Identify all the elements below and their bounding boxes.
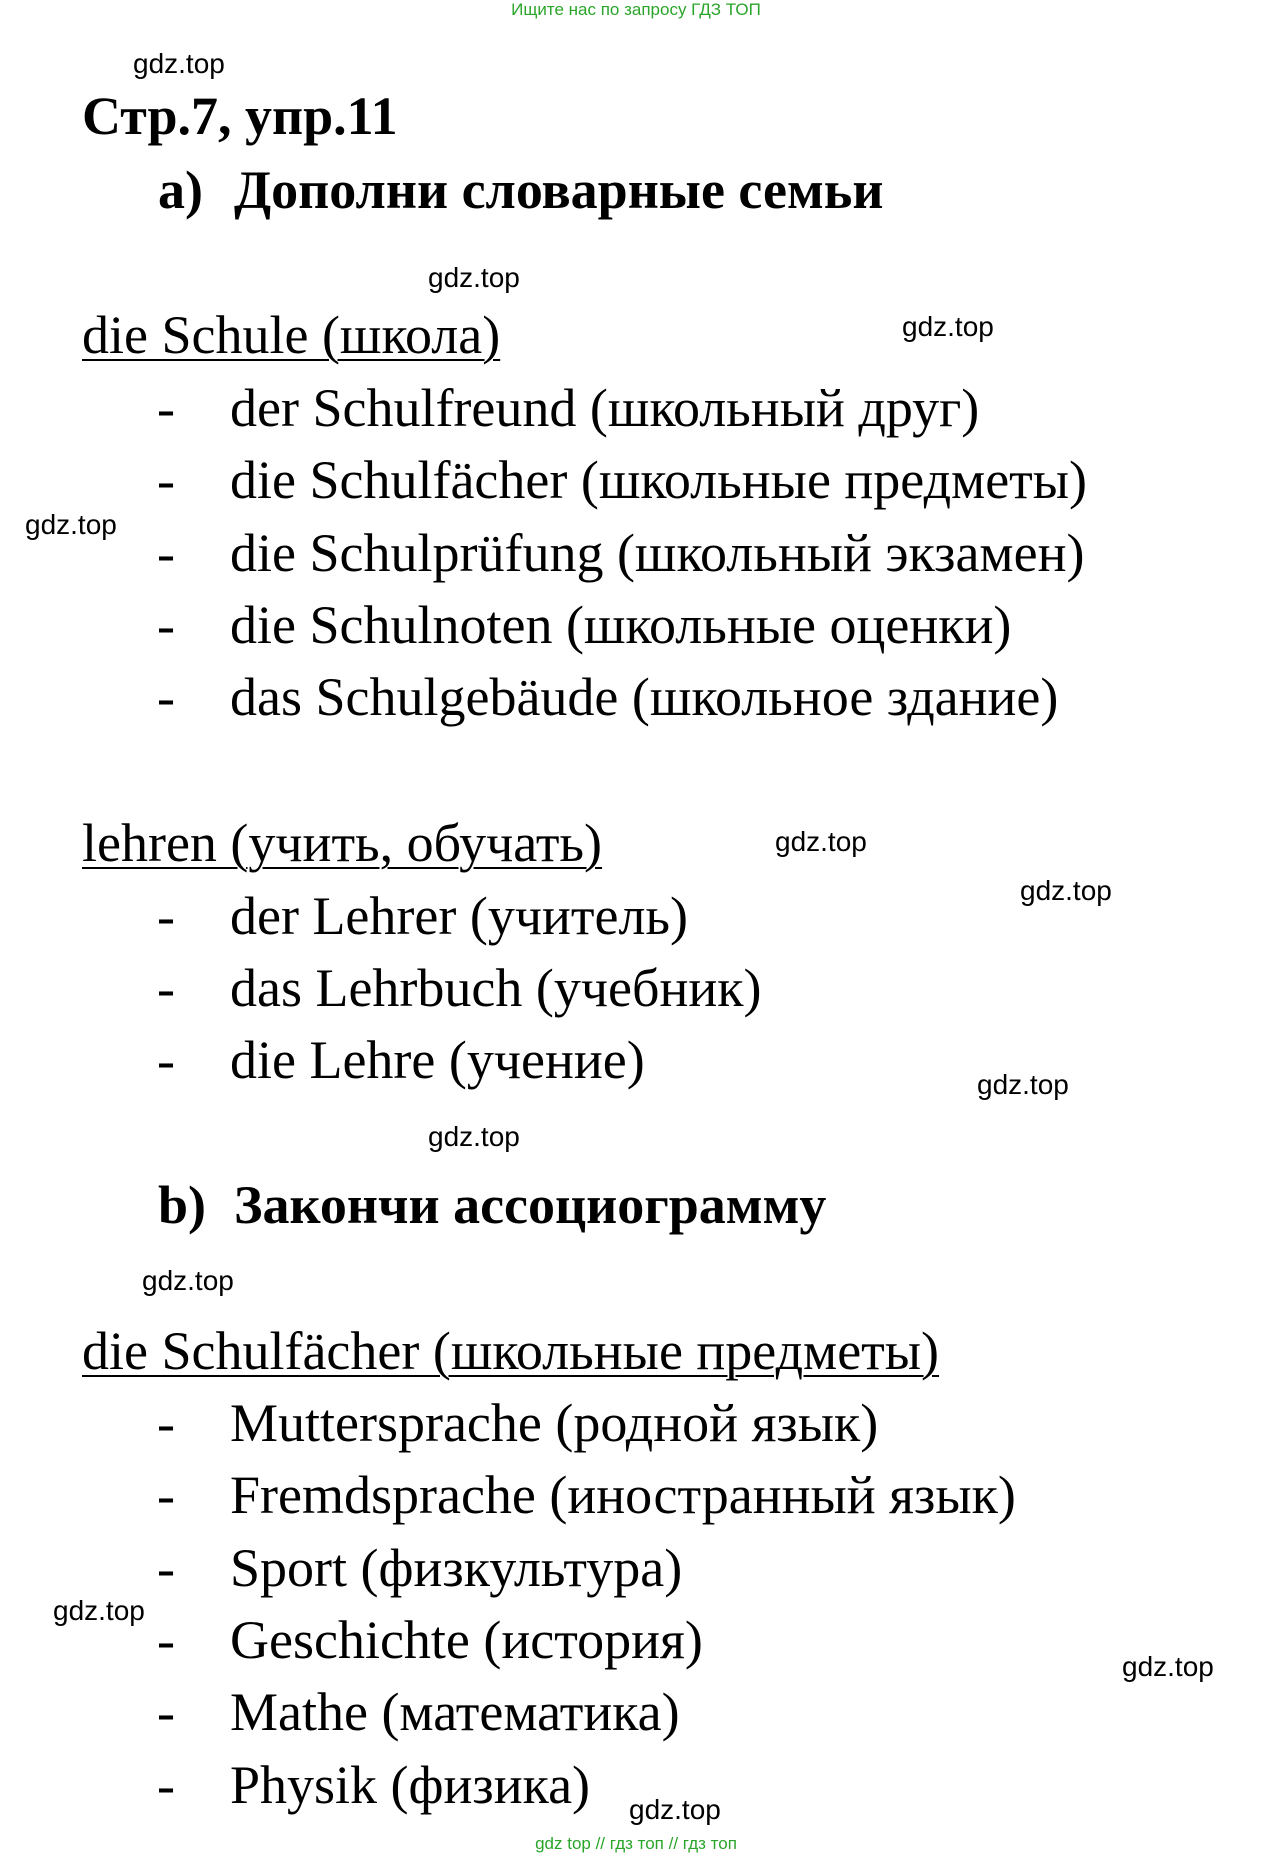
list-item-text: die Schulnoten (школьные оценки) <box>230 595 1012 655</box>
watermark: gdz.top <box>428 262 520 293</box>
list-item-text: die Lehre (учение) <box>230 1030 645 1090</box>
list-item <box>0 886 1272 946</box>
list-item-text: Physik (физика) <box>230 1755 591 1815</box>
list-dash: - <box>157 1393 175 1453</box>
list-dash: - <box>157 450 175 510</box>
list-dash: - <box>157 378 175 438</box>
list-item <box>0 1538 1272 1598</box>
watermark: gdz.top <box>428 1121 520 1152</box>
watermark: gdz.top <box>1122 1651 1214 1682</box>
list-item-text: die Schulprüfung (школьный экзамен) <box>230 523 1085 583</box>
watermark: gdz.top <box>133 48 225 79</box>
list-item-text: das Schulgebäude (школьное здание) <box>230 667 1059 727</box>
list-item-text: Mathe (математика) <box>230 1682 680 1742</box>
section-b-letter: b) <box>158 1175 207 1235</box>
watermark: gdz.top <box>1020 875 1112 906</box>
list-dash: - <box>157 667 175 727</box>
list-item <box>0 1393 1272 1453</box>
list-item <box>0 595 1272 655</box>
list-dash: - <box>157 523 175 583</box>
list-item <box>0 1610 1272 1670</box>
list-item-text: der Lehrer (учитель) <box>230 886 688 946</box>
list-item-text: Sport (физкультура) <box>230 1538 683 1598</box>
watermark: gdz.top <box>977 1069 1069 1100</box>
group-faecher-heading: die Schulfächer (школьные предметы) <box>82 1321 940 1381</box>
list-item <box>0 958 1272 1018</box>
list-item <box>0 667 1272 727</box>
section-a-heading <box>158 160 883 220</box>
list-dash: - <box>157 1030 175 1090</box>
list-item-text: Fremdsprache (иностранный язык) <box>230 1465 1016 1525</box>
page-title: Стр.7, упр.11 <box>82 86 398 146</box>
list-dash: - <box>157 1610 175 1670</box>
section-a-title: Дополни словарные семьи <box>234 160 884 220</box>
section-a-letter: a) <box>158 160 203 220</box>
list-dash: - <box>157 886 175 946</box>
list-dash: - <box>157 1682 175 1742</box>
list-dash: - <box>157 1538 175 1598</box>
section-b-title: Закончи ассоциограмму <box>234 1175 827 1235</box>
section-b-heading <box>158 1175 826 1235</box>
list-item <box>0 378 1272 438</box>
list-item <box>0 1030 1272 1090</box>
top-banner: Ищите нас по запросу ГДЗ ТОП <box>511 0 761 19</box>
list-item <box>0 1465 1272 1525</box>
watermark: gdz.top <box>142 1265 234 1296</box>
list-item <box>0 1755 1272 1815</box>
watermark: gdz.top <box>53 1595 145 1626</box>
watermark: gdz.top <box>902 311 994 342</box>
list-item-text: Muttersprache (родной язык) <box>230 1393 879 1453</box>
list-dash: - <box>157 1465 175 1525</box>
watermark: gdz.top <box>775 826 867 857</box>
group-schule-heading: die Schule (школа) <box>82 305 501 365</box>
list-item-text: die Schulfächer (школьные предметы) <box>230 450 1088 510</box>
list-dash: - <box>157 595 175 655</box>
bottom-banner: gdz top // гдз топ // гдз топ <box>535 1834 737 1853</box>
watermark: gdz.top <box>25 509 117 540</box>
list-dash: - <box>157 1755 175 1815</box>
list-dash: - <box>157 958 175 1018</box>
list-item <box>0 1682 1272 1742</box>
watermark: gdz.top <box>629 1794 721 1825</box>
list-item <box>0 450 1272 510</box>
list-item <box>0 523 1272 583</box>
group-lehren-heading: lehren (учить, обучать) <box>82 813 603 873</box>
list-item-text: der Schulfreund (школьный друг) <box>230 378 980 438</box>
list-item-text: Geschichte (история) <box>230 1610 703 1670</box>
list-item-text: das Lehrbuch (учебник) <box>230 958 762 1018</box>
